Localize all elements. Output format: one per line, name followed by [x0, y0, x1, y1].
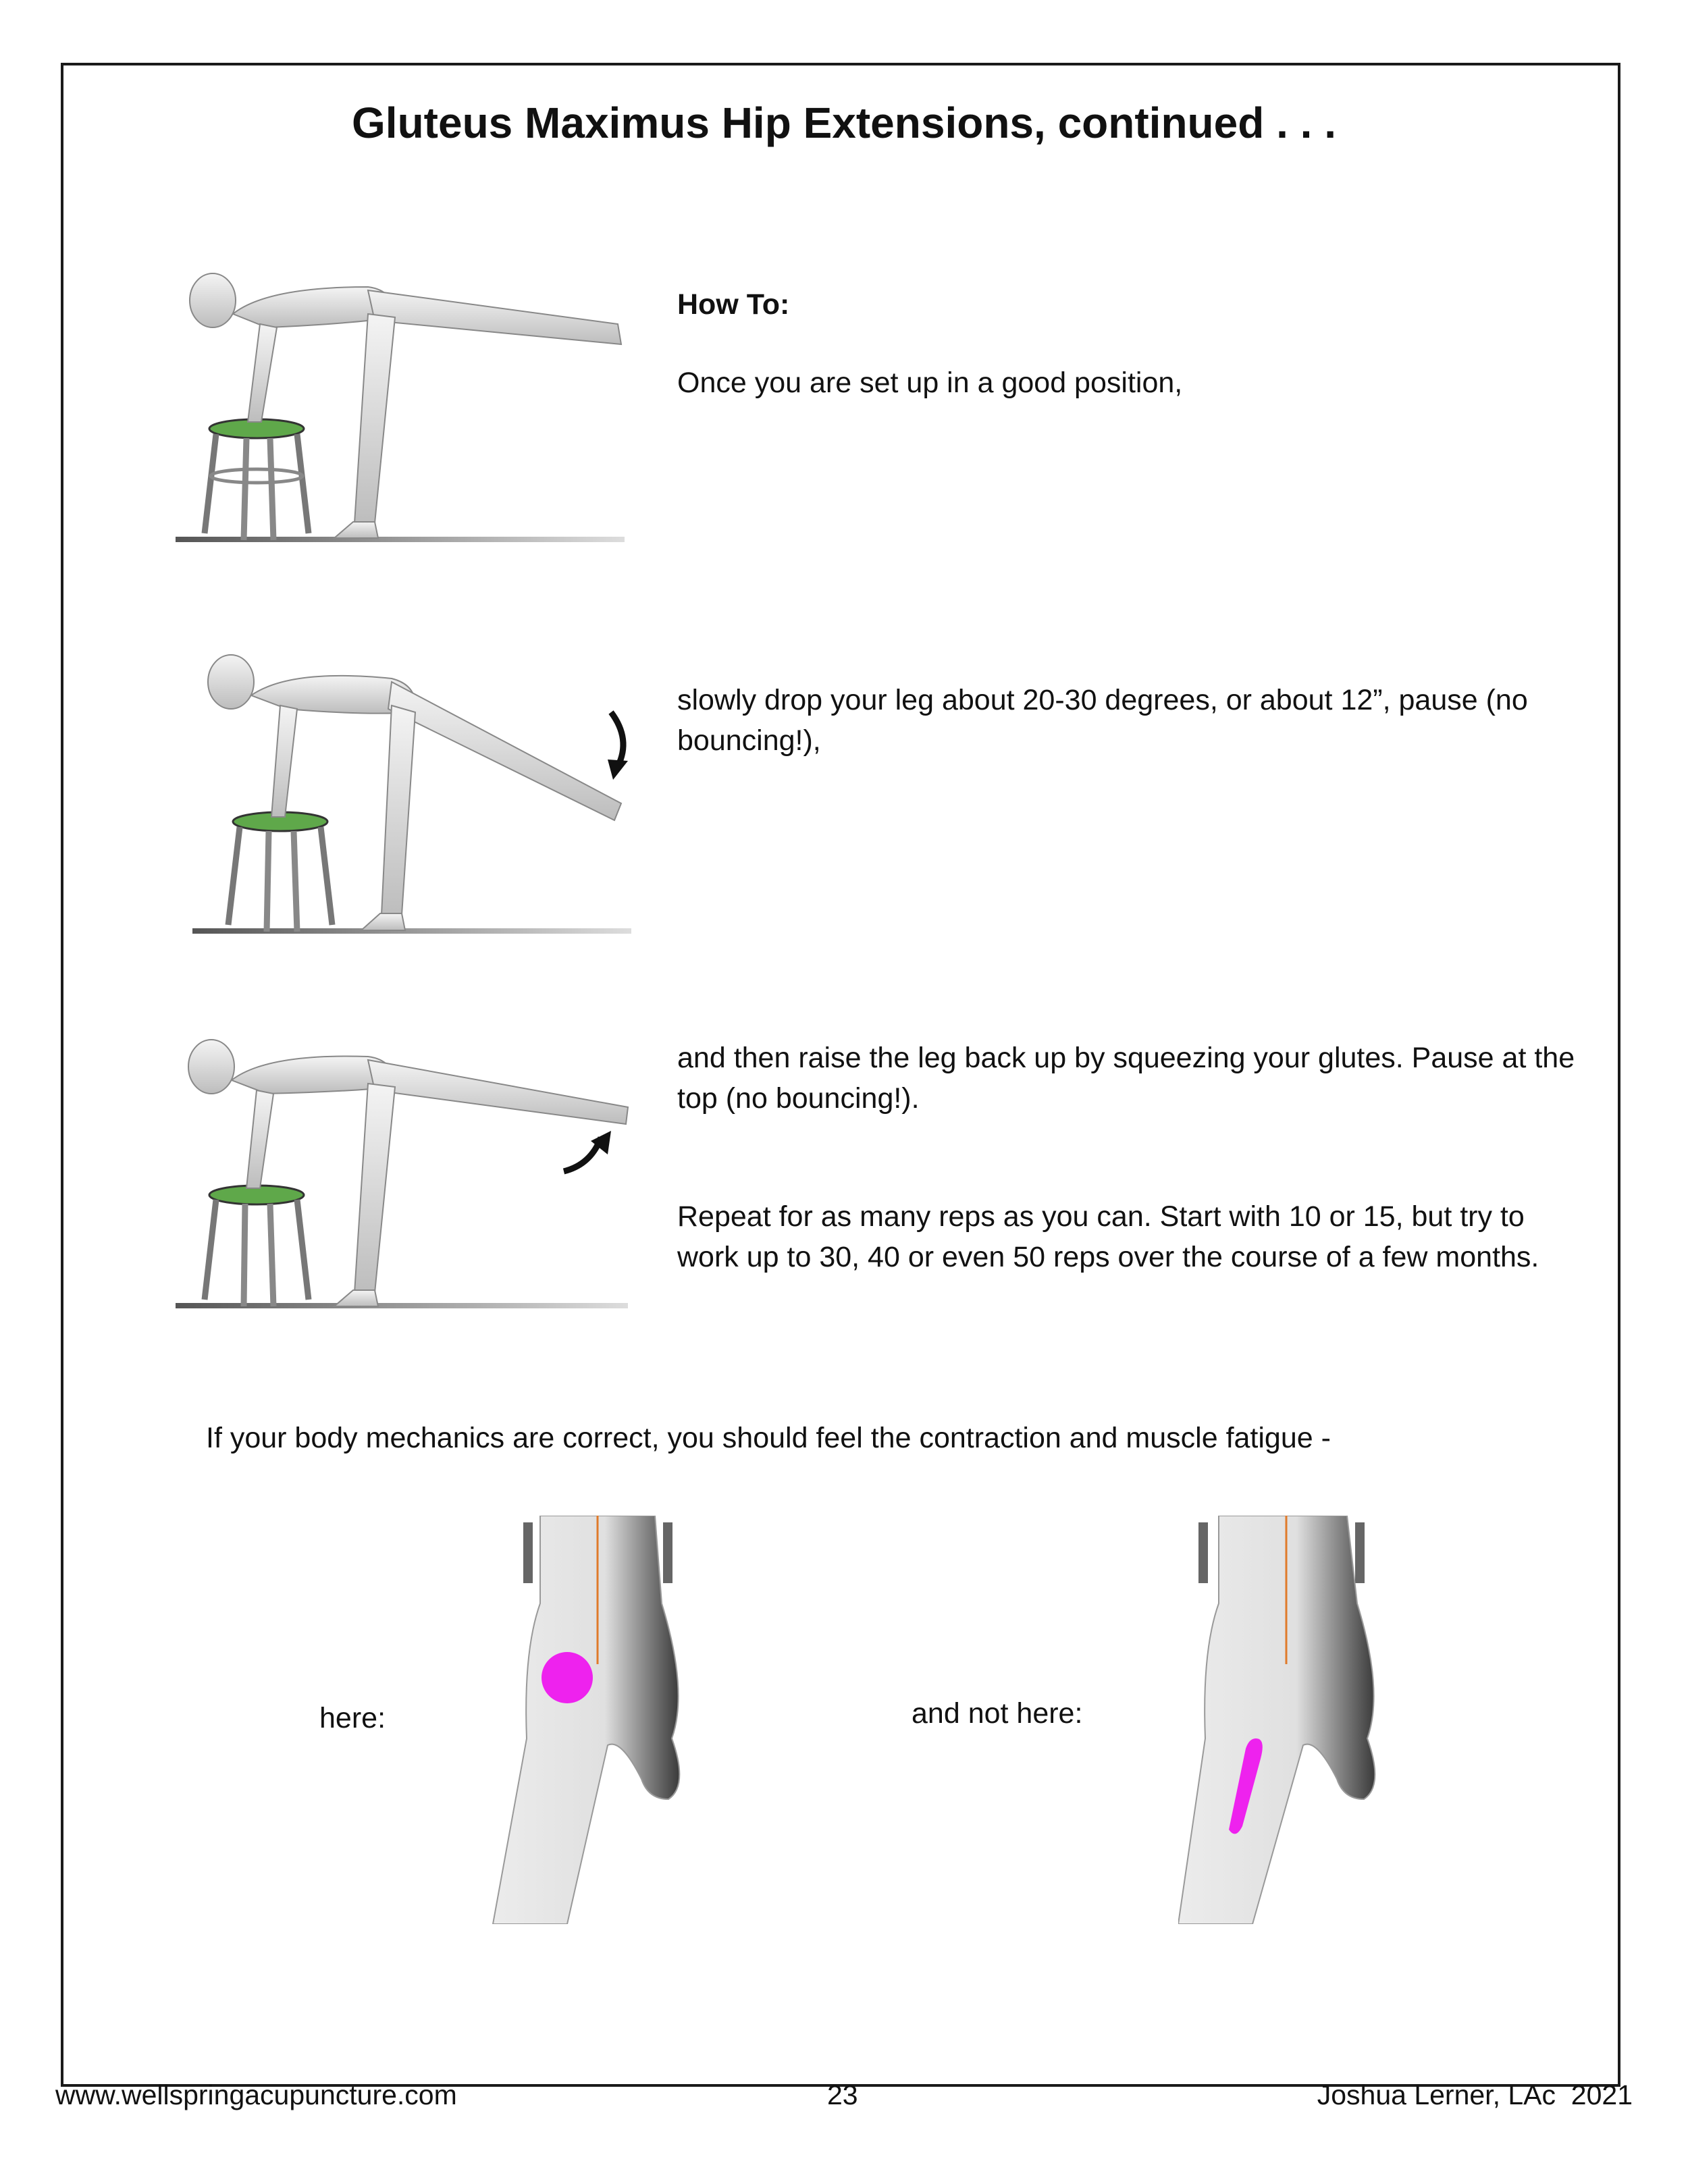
footer-website: www.wellspringacupuncture.com	[55, 2079, 457, 2110]
arrowhead-down-icon	[608, 760, 628, 780]
footer-author: Joshua Lerner, LAc 2021	[1317, 2079, 1633, 2110]
step-3-text: and then raise the leg back up by squeezing your glutes. Pause at the top (no bouncing!).	[677, 1042, 1575, 1115]
page-title: Gluteus Maximus Hip Extensions, continued . . .	[352, 99, 1336, 147]
exercise-figure-2	[189, 645, 638, 955]
footer-page-number: 23	[827, 2079, 858, 2110]
back-view-incorrect-figure	[1178, 1516, 1391, 1924]
howto-heading: How To:	[677, 288, 790, 321]
not-here-label: and not here:	[912, 1697, 1083, 1730]
floor-shadow	[192, 928, 631, 934]
exercise-figure-3	[172, 1030, 638, 1320]
exercise-figure-1	[172, 260, 638, 564]
feel-instruction-text: If your body mechanics are correct, you should feel the contraction and muscle fatigue -	[206, 1422, 1331, 1454]
step-2-text: slowly drop your leg about 20-30 degrees, or about 12”, pause (no bouncing!),	[677, 684, 1528, 757]
mannequin	[190, 273, 621, 538]
glute-highlight	[542, 1652, 593, 1703]
stool	[228, 812, 332, 932]
stool	[205, 419, 309, 540]
step-4-text: Repeat for as many reps as you can. Start with 10 or 15, but try to work up to 30, 40 or even 50 reps over the course of a few months.	[677, 1200, 1539, 1273]
back-view-correct-figure	[486, 1516, 699, 1924]
here-label: here:	[319, 1702, 386, 1734]
stool	[205, 1186, 309, 1306]
mannequin	[188, 1040, 628, 1306]
step-1-text: Once you are set up in a good position,	[677, 367, 1183, 399]
arrow-down-icon	[611, 712, 623, 766]
